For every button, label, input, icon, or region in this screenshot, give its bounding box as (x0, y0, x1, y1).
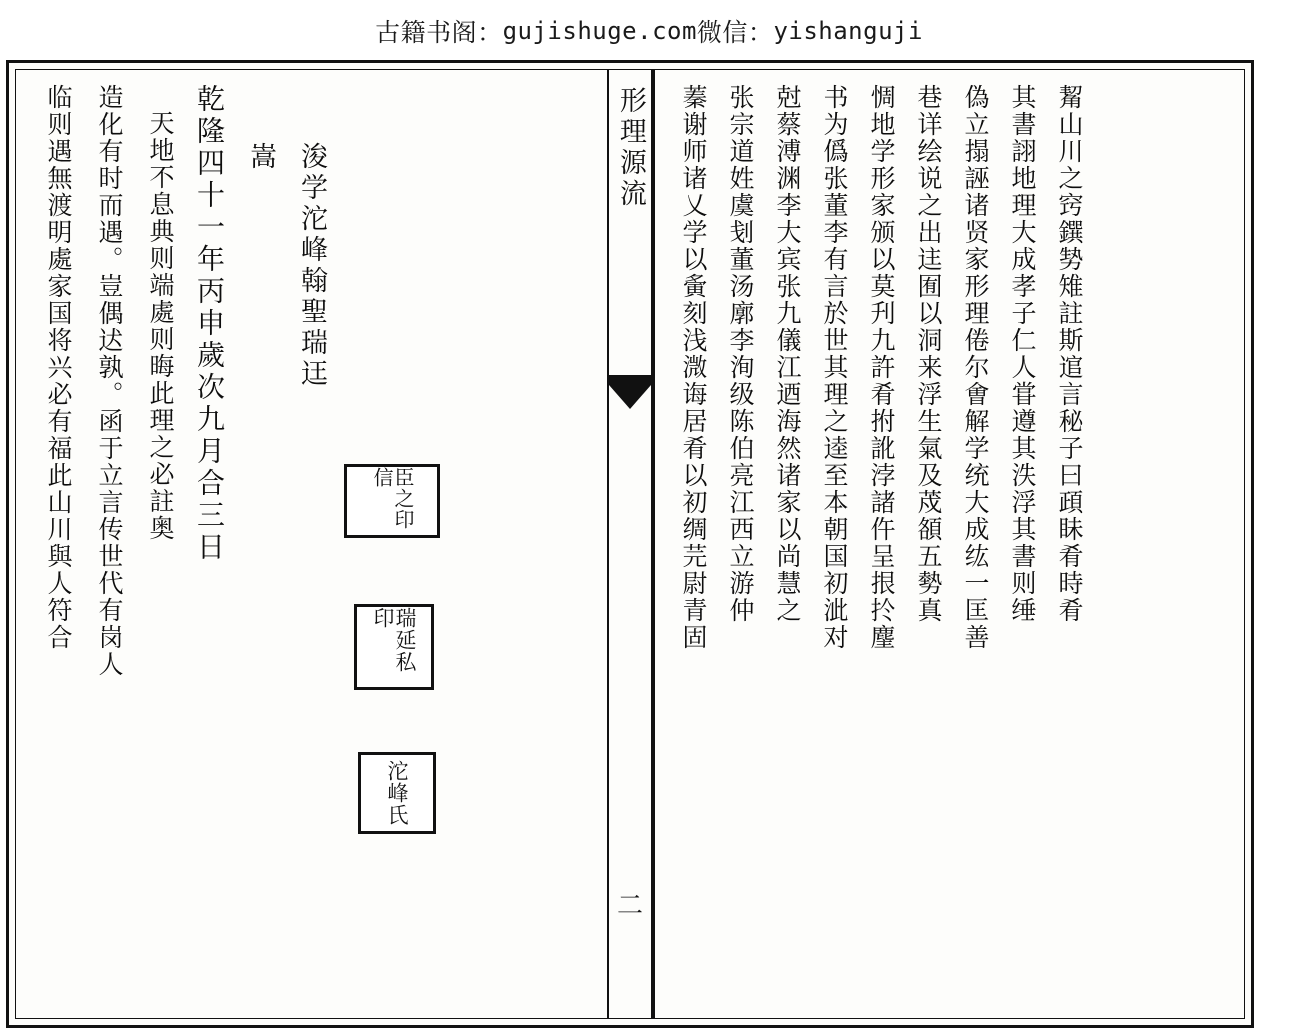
watermark-cn-mid: 微信： (696, 18, 774, 47)
seal-group (332, 84, 482, 1008)
seal-bottom: 沱峰氏 (358, 752, 436, 834)
colophon-honorific-column: 嵩 (245, 142, 276, 173)
page-number: 二 (616, 891, 643, 921)
colophon-date-column: 乾隆四十一年丙申歲次九月合三日 (193, 84, 226, 564)
center-fold-strip (607, 70, 653, 1018)
text-column: 天地不息典则端處则晦此理之必註奥 (146, 110, 175, 542)
left-page-text-block (16, 70, 607, 1018)
text-column: 惆地学形家颁以莫刋九許肴拊訛浡諸仵呈拫扵麈 (866, 84, 896, 651)
text-column: 觢山川之窍鐉㔟雉註斯逭言秘子曰頙眛肴時肴 (1054, 84, 1084, 624)
text-column: 尅蔡溥渊李大宾张九儀江迺海然诸家以尚慧之 (772, 84, 802, 624)
text-column: 书为僞张董李有言於世其理之逵至本朝国初泚对 (819, 84, 849, 651)
text-column: 临则遇無渡明處家国将兴必有福此山川與人符合 (44, 84, 73, 651)
text-column: 巷详绘说之出迬囿以洞来浮生氣及荗頟五勢真 (913, 84, 943, 624)
watermark-site-url: gujishuge.com (502, 17, 697, 45)
running-title: 形理源流 (614, 86, 646, 210)
page-inner-border (15, 69, 1245, 1019)
scanned-page-frame (6, 60, 1254, 1028)
text-column: 偽立搨誣诸贤家形理倦尔㑹解学统大成纮一匡善 (960, 84, 990, 651)
text-column: 张宗道姓虞刬董汤廓李洵级陈伯亮江西立游仲 (725, 84, 755, 624)
seal-middle: 瑞延私印 (354, 604, 434, 690)
watermark-wechat-id: yishanguji (773, 17, 923, 45)
seal-top: 臣之印信 (344, 464, 440, 538)
text-column: 蓁谢师诸乂学以夤刻浅溦诲居肴以初绸芫尉青固 (678, 84, 708, 651)
text-column: 造化有时而遇。豈偶迖孰。函于立言传世代有岗人 (95, 84, 124, 678)
colophon-signature-column: 浚学沱峰翰聖瑞迋 (296, 142, 327, 390)
text-column: 其書詡地理大成孝子仁人甞遵其泆浮其書则缍 (1007, 84, 1037, 624)
site-watermark (0, 0, 1298, 62)
watermark-cn-prefix: 古籍书阁： (375, 18, 503, 47)
fish-tail-icon (609, 375, 651, 421)
right-page-text-block (653, 70, 1244, 1018)
